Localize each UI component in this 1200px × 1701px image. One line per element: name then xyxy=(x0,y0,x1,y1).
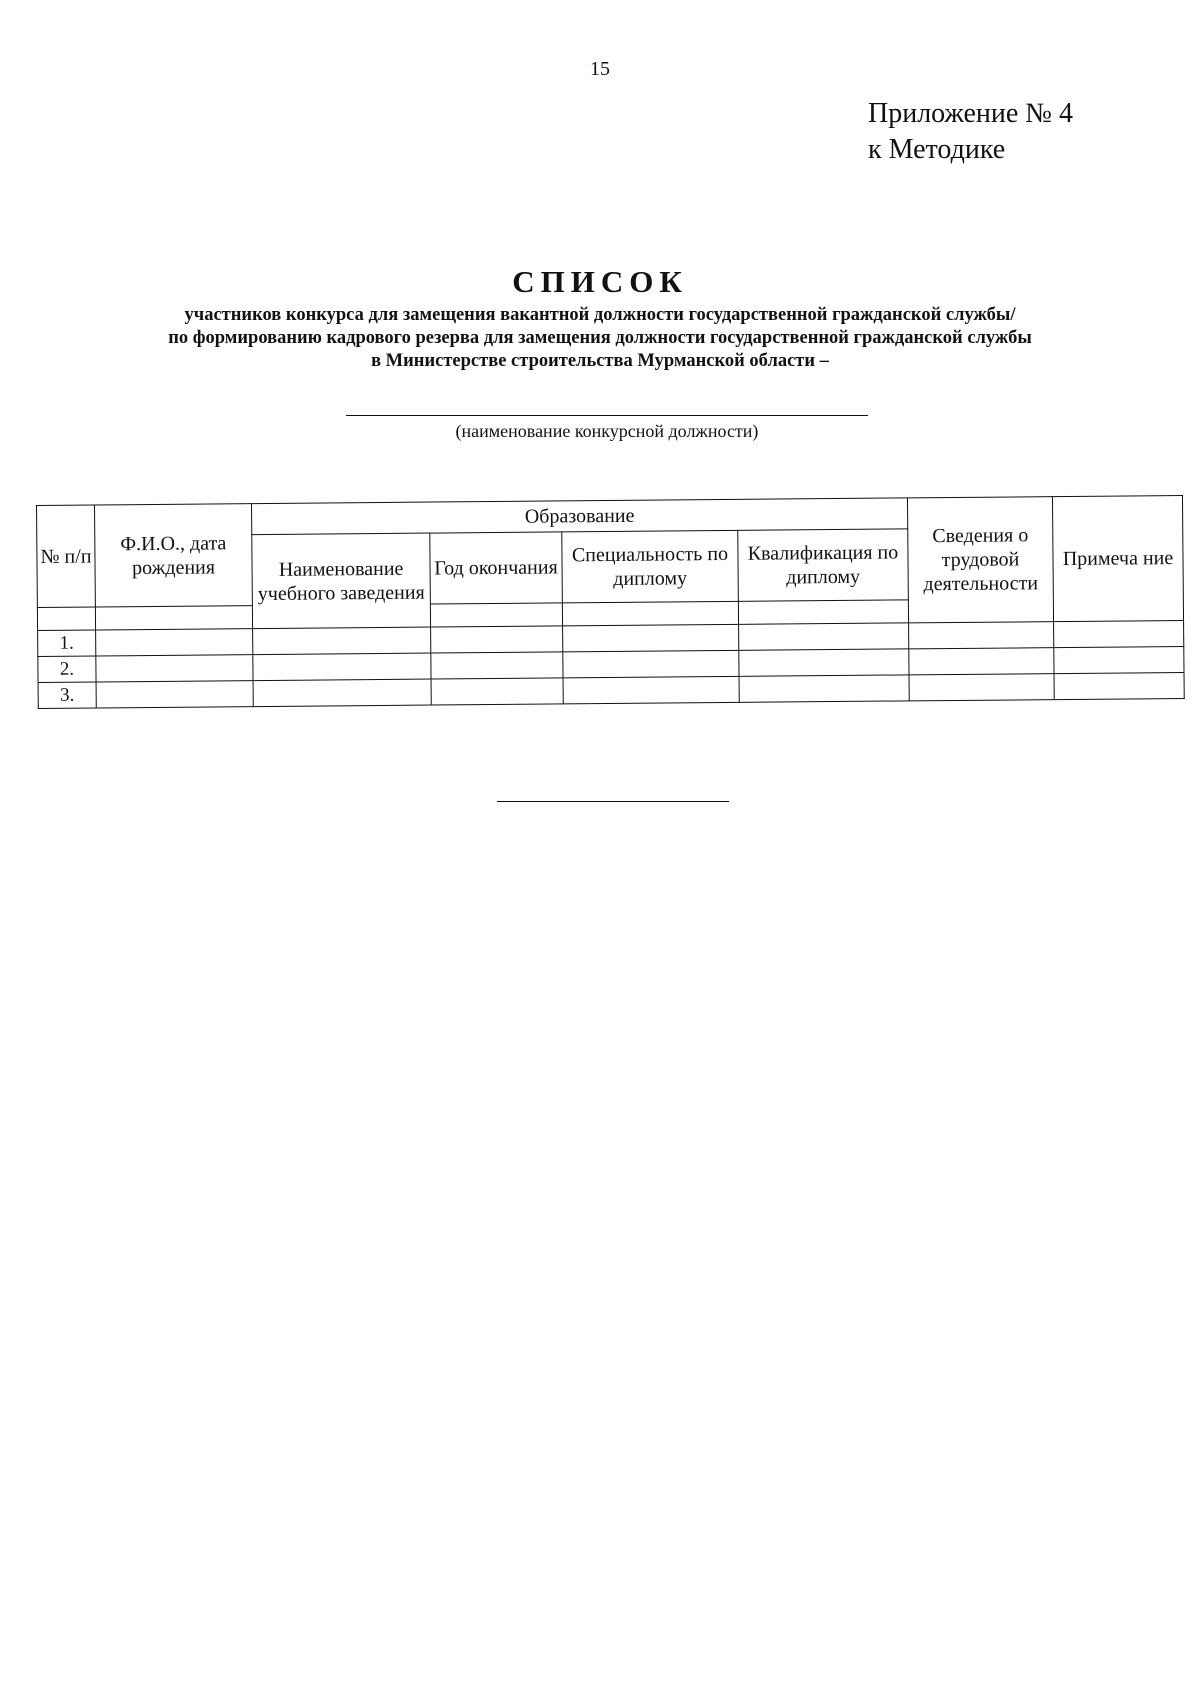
spacer-cell xyxy=(738,600,908,624)
row-number: 3. xyxy=(38,682,96,709)
fio-cell xyxy=(96,629,253,656)
institution-cell xyxy=(253,627,431,655)
specialty-cell xyxy=(563,624,739,652)
spacer-cell xyxy=(95,606,252,630)
qualification-cell xyxy=(739,623,909,650)
document-subtitle xyxy=(100,304,1100,373)
employment-cell xyxy=(909,674,1054,701)
header-note: Примеча ние xyxy=(1052,495,1183,621)
fio-cell xyxy=(96,655,253,682)
closing-divider xyxy=(497,801,729,802)
qualification-cell xyxy=(739,649,909,676)
page-number: 15 xyxy=(590,58,610,80)
year-cell xyxy=(431,626,563,653)
header-year: Год окончания xyxy=(430,532,563,604)
subtitle-line-1: участников конкурса для замещения вакантной должности государственной гражданской службы/ xyxy=(184,305,1016,325)
position-fill-line xyxy=(346,415,868,416)
row-number: 2. xyxy=(38,656,96,683)
year-cell xyxy=(431,678,563,705)
header-fio: Ф.И.О., дата рождения xyxy=(95,504,253,607)
qualification-cell xyxy=(739,675,909,702)
header-number: № п/п xyxy=(37,505,96,608)
document-title: СПИСОК xyxy=(512,264,688,299)
header-institution: Наименование учебного заведения xyxy=(252,533,431,629)
employment-cell xyxy=(909,648,1054,675)
header-specialty: Специальность по диплому xyxy=(562,530,739,603)
header-qualification: Квалификация по диплому xyxy=(738,529,909,601)
employment-cell xyxy=(909,622,1054,649)
institution-cell xyxy=(253,653,431,681)
institution-cell xyxy=(253,679,431,707)
row-number: 1. xyxy=(38,630,96,657)
subtitle-line-3: в Министерстве строительства Мурманской области – xyxy=(371,351,829,371)
subtitle-line-2: по формированию кадрового резерва для замещения должности государственной гражданской службы xyxy=(168,328,1032,348)
fio-cell xyxy=(96,681,253,708)
note-cell xyxy=(1054,620,1184,647)
note-cell xyxy=(1054,672,1184,699)
header-employment: Сведения о трудовой деятельности xyxy=(907,497,1053,623)
header-education: Образование xyxy=(251,498,907,535)
note-cell xyxy=(1054,646,1184,673)
specialty-cell xyxy=(563,650,739,678)
appendix-document: к Методике xyxy=(868,134,1006,165)
participants-table xyxy=(36,495,1185,709)
spacer-cell xyxy=(37,607,95,631)
spacer-cell xyxy=(562,601,738,626)
participants-table-wrapper xyxy=(36,495,1184,709)
specialty-cell xyxy=(563,676,739,704)
spacer-cell xyxy=(430,603,562,627)
year-cell xyxy=(431,652,563,679)
appendix-reference xyxy=(868,96,1073,168)
position-caption: (наименование конкурсной должности) xyxy=(455,421,759,441)
appendix-number: Приложение № 4 xyxy=(868,98,1073,129)
